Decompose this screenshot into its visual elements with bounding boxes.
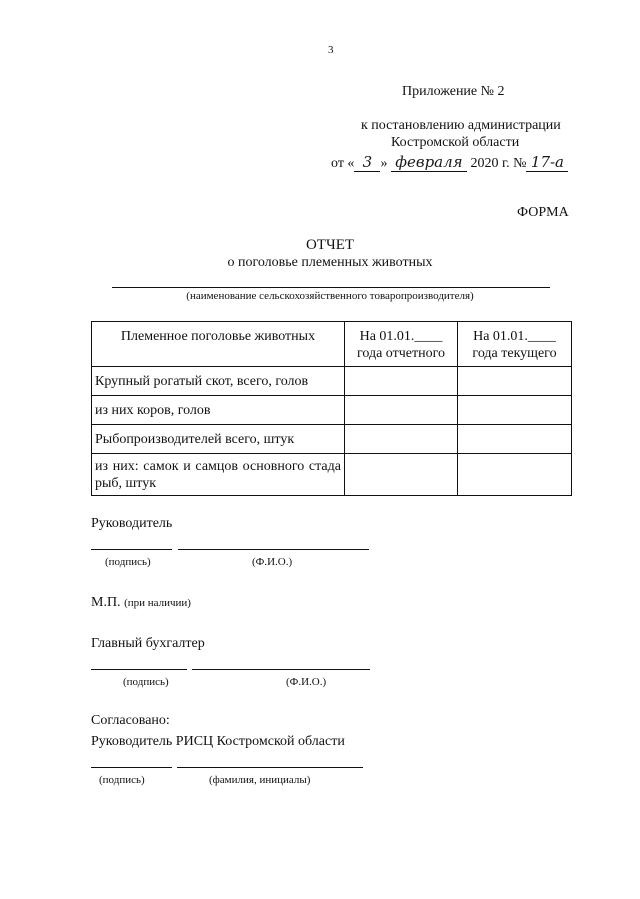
risc-name-caption: (фамилия, инициалы): [209, 774, 311, 786]
row-cattle-report-cell[interactable]: [345, 367, 458, 396]
date-year: 2020 г. №: [470, 156, 527, 171]
header-current-year-line1: На 01.01.____: [473, 329, 556, 344]
report-subtitle: о поголовье племенных животных: [227, 255, 433, 270]
head-sign-line[interactable]: [91, 549, 172, 550]
table-row: [92, 396, 572, 425]
row-cows-report-cell[interactable]: [345, 396, 458, 425]
head-label: Руководитель: [91, 516, 173, 531]
row-label-cattle: Крупный рогатый скот, всего, голов: [92, 367, 345, 396]
accountant-name-line[interactable]: [192, 669, 370, 670]
table-header-row: [92, 322, 572, 367]
stamp-note: (при наличии): [124, 597, 191, 609]
accountant-sign-line[interactable]: [91, 669, 187, 670]
header-report-year: [345, 322, 458, 367]
forma-label: ФОРМА: [517, 205, 569, 220]
date-number: 17-а: [526, 153, 568, 172]
date-day: 3: [354, 153, 380, 172]
date-prefix: от «: [331, 156, 355, 171]
header-report-year-line2: года отчетного: [356, 346, 446, 361]
row-label-fish-herd: из них: самок и самцов основного стада рыб, штук: [92, 454, 345, 496]
risc-sign-caption: (подпись): [99, 774, 145, 786]
row-fish-report-cell[interactable]: [345, 425, 458, 454]
date-mid: »: [380, 156, 388, 171]
row-herd-report-cell[interactable]: [345, 454, 458, 496]
page-number: 3: [328, 44, 334, 56]
head-sign-caption: (подпись): [105, 556, 151, 568]
row-cattle-current-cell[interactable]: [458, 367, 572, 396]
head-name-line[interactable]: [178, 549, 369, 550]
risc-sign-line[interactable]: [91, 767, 172, 768]
appendix-date-line: [331, 153, 568, 172]
producer-name-line: [112, 287, 550, 288]
risc-label: Руководитель РИСЦ Костромской области: [91, 734, 345, 749]
table-row: [92, 425, 572, 454]
header-current-year-line2: года текущего: [472, 346, 557, 361]
livestock-table: [91, 321, 572, 496]
head-name-caption: (Ф.И.О.): [252, 556, 293, 568]
header-animals: Племенное поголовье животных: [92, 322, 345, 367]
header-current-year: [458, 322, 572, 367]
accountant-name-caption: (Ф.И.О.): [286, 676, 327, 688]
row-label-fish-breeders: Рыбопроизводителей всего, штук: [92, 425, 345, 454]
appendix-line-1: к постановлению администрации: [361, 118, 561, 133]
appendix-title: Приложение № 2: [402, 84, 505, 99]
table-row: [92, 367, 572, 396]
row-herd-current-cell[interactable]: [458, 454, 572, 496]
row-cows-current-cell[interactable]: [458, 396, 572, 425]
row-fish-current-cell[interactable]: [458, 425, 572, 454]
row-label-cows: из них коров, голов: [92, 396, 345, 425]
accountant-label: Главный бухгалтер: [91, 636, 205, 651]
agreed-label: Согласовано:: [91, 713, 170, 728]
header-report-year-line1: На 01.01.____: [359, 329, 443, 344]
stamp-label: М.П.: [91, 595, 121, 610]
appendix-line-2: Костромской области: [391, 135, 520, 150]
report-title: ОТЧЕТ: [305, 237, 355, 253]
accountant-sign-caption: (подпись): [123, 676, 169, 688]
table-row: [92, 454, 572, 496]
stamp-line: [91, 595, 191, 611]
risc-name-line[interactable]: [177, 767, 363, 768]
producer-caption: (наименование сельскохозяйственного товаропроизводителя): [186, 290, 474, 302]
date-month: февраля: [391, 153, 467, 172]
